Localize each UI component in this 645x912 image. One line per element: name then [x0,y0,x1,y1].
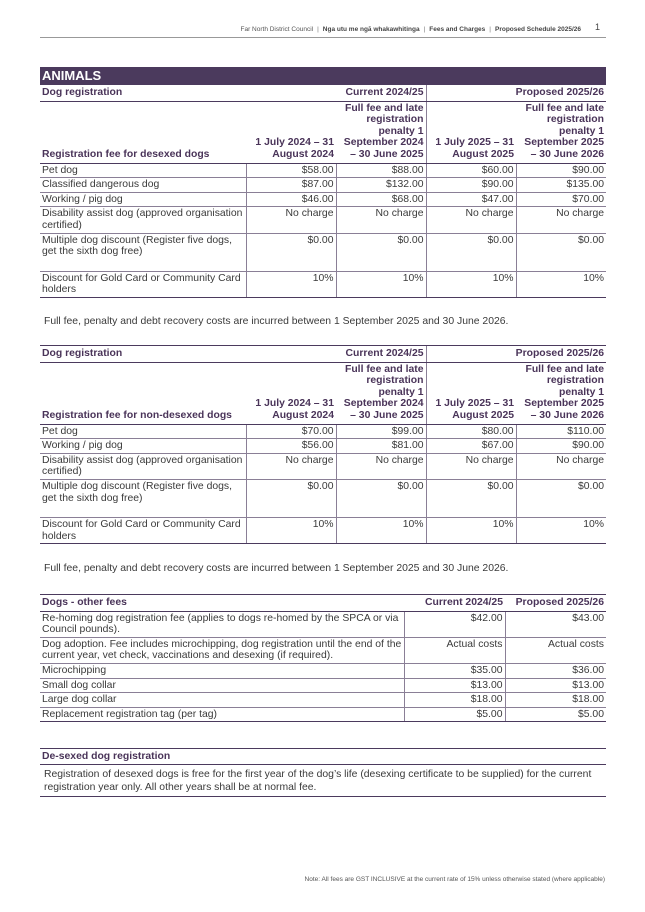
fee-cell: $13.00 [505,678,606,693]
fee-cell: $0.00 [426,479,516,517]
row-label: Disability assist dog (approved organisation certified) [40,207,246,233]
desexed-dog-registration-table [40,67,606,298]
desexed-registration-title: De-sexed dog registration [40,748,606,765]
fee-cell: $67.00 [426,439,516,454]
penalty-note: Full fee, penalty and debt recovery costs are incurred between 1 September 2025 and 30 June 2026. [44,563,509,574]
council-name: Far North District Council [240,26,314,33]
table-row [40,678,606,693]
fee-cell: Actual costs [404,637,505,663]
desexed-registration-section [40,748,606,797]
col-full-proposed: Full fee and late registration penalty 1 September 2025 – 30 June 2026 [516,362,606,424]
row-label: Multiple dog discount (Register five dogs, get the sixth dog free) [40,479,246,517]
fee-cell: $46.00 [246,192,336,207]
fee-cell: $80.00 [426,424,516,439]
fee-cell: No charge [336,453,426,479]
fee-cell: $90.00 [516,163,606,178]
row-label: Working / pig dog [40,192,246,207]
fee-cell: No charge [246,207,336,233]
row-label: Classified dangerous dog [40,178,246,193]
proposed-period-header: Proposed 2025/26 [426,346,606,363]
row-header: Registration fee for desexed dogs [40,101,246,163]
fee-cell: $135.00 [516,178,606,193]
fee-cell: 10% [246,271,336,297]
fee-cell: No charge [516,453,606,479]
penalty-note: Full fee, penalty and debt recovery costs are incurred between 1 September 2025 and 30 June 2026. [44,316,509,327]
row-label: Replacement registration tag (per tag) [40,707,404,722]
fee-cell: $36.00 [505,663,606,678]
row-label: Discount for Gold Card or Community Card holders [40,517,246,543]
table-row [40,192,606,207]
table-row [40,207,606,233]
current-period-header: Current 2024/25 [246,346,426,363]
fee-cell: $90.00 [516,439,606,454]
section-title: Fees and Charges [429,26,486,33]
col-early-current: 1 July 2024 – 31 August 2024 [246,101,336,163]
fee-cell: $81.00 [336,439,426,454]
other-fees-title: Dogs - other fees [40,595,404,612]
fee-cell: $56.00 [246,439,336,454]
fee-cell: $0.00 [336,233,426,271]
fee-cell: $90.00 [426,178,516,193]
col-full-current: Full fee and late registration penalty 1 September 2024 – 30 June 2025 [336,101,426,163]
fee-cell: Actual costs [505,637,606,663]
row-label: Pet dog [40,424,246,439]
table-row [40,178,606,193]
row-label: Microchipping [40,663,404,678]
table-row [40,271,606,297]
proposed-period-header: Proposed 2025/26 [505,595,606,612]
row-label: Re-homing dog registration fee (applies to dogs re-homed by the SPCA or via Council pounds). [40,611,404,637]
row-label: Small dog collar [40,678,404,693]
table-row [40,611,606,637]
animals-banner: ANIMALS [40,67,606,85]
table-row [40,637,606,663]
row-label: Multiple dog discount (Register five dogs, get the sixth dog free) [40,233,246,271]
page-header: Far North District Council | Nga utu me ngā whakawhitinga | Fees and Charges | Proposed Schedule 2025/26 1 [240,22,600,33]
fee-cell: $18.00 [404,693,505,708]
table-row [40,424,606,439]
fee-cell: No charge [246,453,336,479]
fee-cell: 10% [426,517,516,543]
table-row [40,479,606,517]
schedule-title: Proposed Schedule 2025/26 [495,26,581,33]
section-dog-registration: Dog registration [40,346,246,363]
table-row [40,663,606,678]
fee-cell: $58.00 [246,163,336,178]
col-full-proposed: Full fee and late registration penalty 1 September 2025 – 30 June 2026 [516,101,606,163]
fee-cell: No charge [426,453,516,479]
fee-cell: $0.00 [246,479,336,517]
fee-cell: $0.00 [516,479,606,517]
fee-cell: No charge [426,207,516,233]
col-early-proposed: 1 July 2025 – 31 August 2025 [426,101,516,163]
section-dog-registration: Dog registration [40,85,246,101]
fee-cell: $110.00 [516,424,606,439]
fee-cell: 10% [336,517,426,543]
fee-cell: 10% [336,271,426,297]
fee-cell: $99.00 [336,424,426,439]
current-period-header: Current 2024/25 [246,85,426,101]
col-early-current: 1 July 2024 – 31 August 2024 [246,362,336,424]
fee-cell: $132.00 [336,178,426,193]
fee-cell: $70.00 [516,192,606,207]
row-header: Registration fee for non-desexed dogs [40,362,246,424]
fee-cell: 10% [516,517,606,543]
fee-cell: $0.00 [426,233,516,271]
table-row [40,453,606,479]
table-row [40,517,606,543]
gst-footer-note: Note: All fees are GST INCLUSIVE at the current rate of 15% unless otherwise stated (where applicable) [304,876,605,883]
row-label: Disability assist dog (approved organisation certified) [40,453,246,479]
fee-cell: $43.00 [505,611,606,637]
fee-cell: $42.00 [404,611,505,637]
fee-cell: $5.00 [505,707,606,722]
fee-cell: $5.00 [404,707,505,722]
fee-cell: $87.00 [246,178,336,193]
fee-cell: $0.00 [336,479,426,517]
col-full-current: Full fee and late registration penalty 1 September 2024 – 30 June 2025 [336,362,426,424]
desexed-registration-body: Registration of desexed dogs is free for the first year of the dog’s life (desexing certificate to be supplied) for the current registration year only. All other years shall be at normal fee. [40,765,606,797]
row-label: Discount for Gold Card or Community Card holders [40,271,246,297]
table-row [40,707,606,722]
fee-cell: $47.00 [426,192,516,207]
row-label: Large dog collar [40,693,404,708]
col-early-proposed: 1 July 2025 – 31 August 2025 [426,362,516,424]
row-label: Dog adoption. Fee includes microchipping, dog registration until the end of the current year, vet check, vaccinations and desexing (if required). [40,637,404,663]
header-divider [40,37,606,38]
table-row [40,693,606,708]
fee-cell: 10% [246,517,336,543]
fee-cell: $68.00 [336,192,426,207]
fee-cell: $0.00 [246,233,336,271]
fee-cell: $60.00 [426,163,516,178]
table-row [40,163,606,178]
dogs-other-fees-table [40,594,606,722]
fee-cell: $35.00 [404,663,505,678]
table-row [40,439,606,454]
fee-cell: $70.00 [246,424,336,439]
fee-cell: 10% [426,271,516,297]
current-period-header: Current 2024/25 [404,595,505,612]
proposed-period-header: Proposed 2025/26 [426,85,606,101]
fee-cell: 10% [516,271,606,297]
fee-cell: No charge [336,207,426,233]
fee-cell: $88.00 [336,163,426,178]
row-label: Working / pig dog [40,439,246,454]
non-desexed-dog-registration-table [40,345,606,544]
fee-cell: $0.00 [516,233,606,271]
fee-cell: $13.00 [404,678,505,693]
maori-title: Nga utu me ngā whakawhitinga [322,26,420,33]
table-row [40,233,606,271]
fee-cell: No charge [516,207,606,233]
row-label: Pet dog [40,163,246,178]
page-number: 1 [594,22,600,32]
fee-cell: $18.00 [505,693,606,708]
